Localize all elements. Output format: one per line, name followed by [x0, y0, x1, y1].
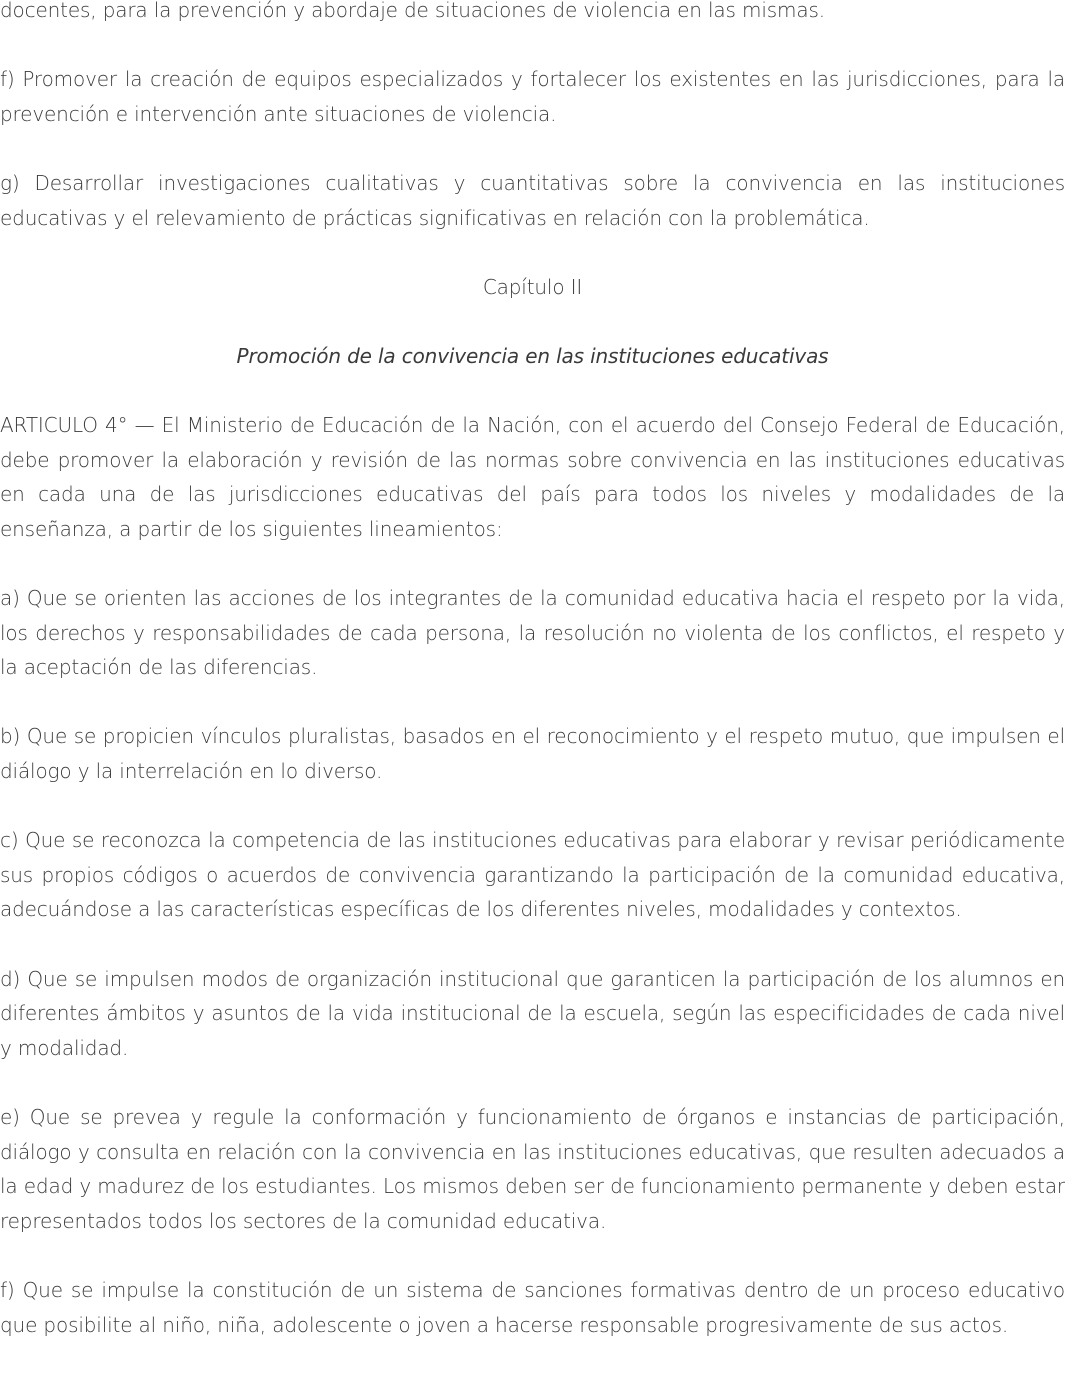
paragraph-lineamiento-e: e) Que se prevea y regule la conformación y funcionamiento de órganos e instancias de participación, diálogo y consulta en relación con la convivencia en las instituciones educativas, que resulten adecuados a la edad y madurez de los estudiantes. Los mismos deben ser de funcionamiento permanente y deben estar representados todos los sectores de la comunidad educativa.	[0, 1105, 1065, 1233]
paragraph-lineamiento-c: c) Que se reconozca la competencia de las instituciones educativas para elaborar y revisar periódicamente sus propios códigos o acuerdos de convivencia garantizando la participación de la comunidad educativa, adecuándose a las características específicas de los diferentes niveles, modalidades y contextos.	[0, 828, 1065, 922]
paragraph-articulo-4: ARTICULO 4° — El Ministerio de Educación de la Nación, con el acuerdo del Consejo Federal de Educación, debe promover la elaboración y revisión de las normas sobre convivencia en las instituciones educativas en cada una de las jurisdicciones educativas del país para todos los niveles y modalidades de la enseñanza, a partir de los siguientes lineamientos:	[0, 413, 1065, 541]
paragraph-docentes-continuation: docentes, para la prevención y abordaje de situaciones de violencia en las mismas.	[0, 0, 825, 22]
paragraph-lineamiento-a: a) Que se orienten las acciones de los integrantes de la comunidad educativa hacia el respeto por la vida, los derechos y responsabilidades de cada persona, la resolución no violenta de los conflictos, el respeto y la aceptación de las diferencias.	[0, 586, 1065, 680]
chapter-heading: Capítulo II	[482, 274, 583, 299]
chapter-subtitle: Promoción de la convivencia en las instituciones educativas	[236, 343, 829, 368]
paragraph-lineamiento-f: f) Que se impulse la constitución de un sistema de sanciones formativas dentro de un proceso educativo que posibilite al niño, niña, adolescente o joven a hacerse responsable progresivamente de sus actos.	[0, 1277, 1065, 1337]
paragraph-item-g-investigaciones: g) Desarrollar investigaciones cualitativas y cuantitativas sobre la convivencia en las instituciones educativas y el relevamiento de prácticas significativas en relación con la problemática.	[0, 170, 1065, 230]
paragraph-lineamiento-b: b) Que se propicien vínculos pluralistas, basados en el reconocimiento y el respeto mutuo, que impulsen el diálogo y la interrelación en lo diverso.	[0, 724, 1065, 784]
paragraph-lineamiento-d: d) Que se impulsen modos de organización institucional que garanticen la participación de los alumnos en diferentes ámbitos y asuntos de la vida institucional de la escuela, según las especificidades de cada nivel y modalidad.	[0, 966, 1065, 1060]
paragraph-item-f-equipos: f) Promover la creación de equipos especializados y fortalecer los existentes en las jurisdicciones, para la prevención e intervención ante situaciones de violencia.	[0, 67, 1065, 126]
